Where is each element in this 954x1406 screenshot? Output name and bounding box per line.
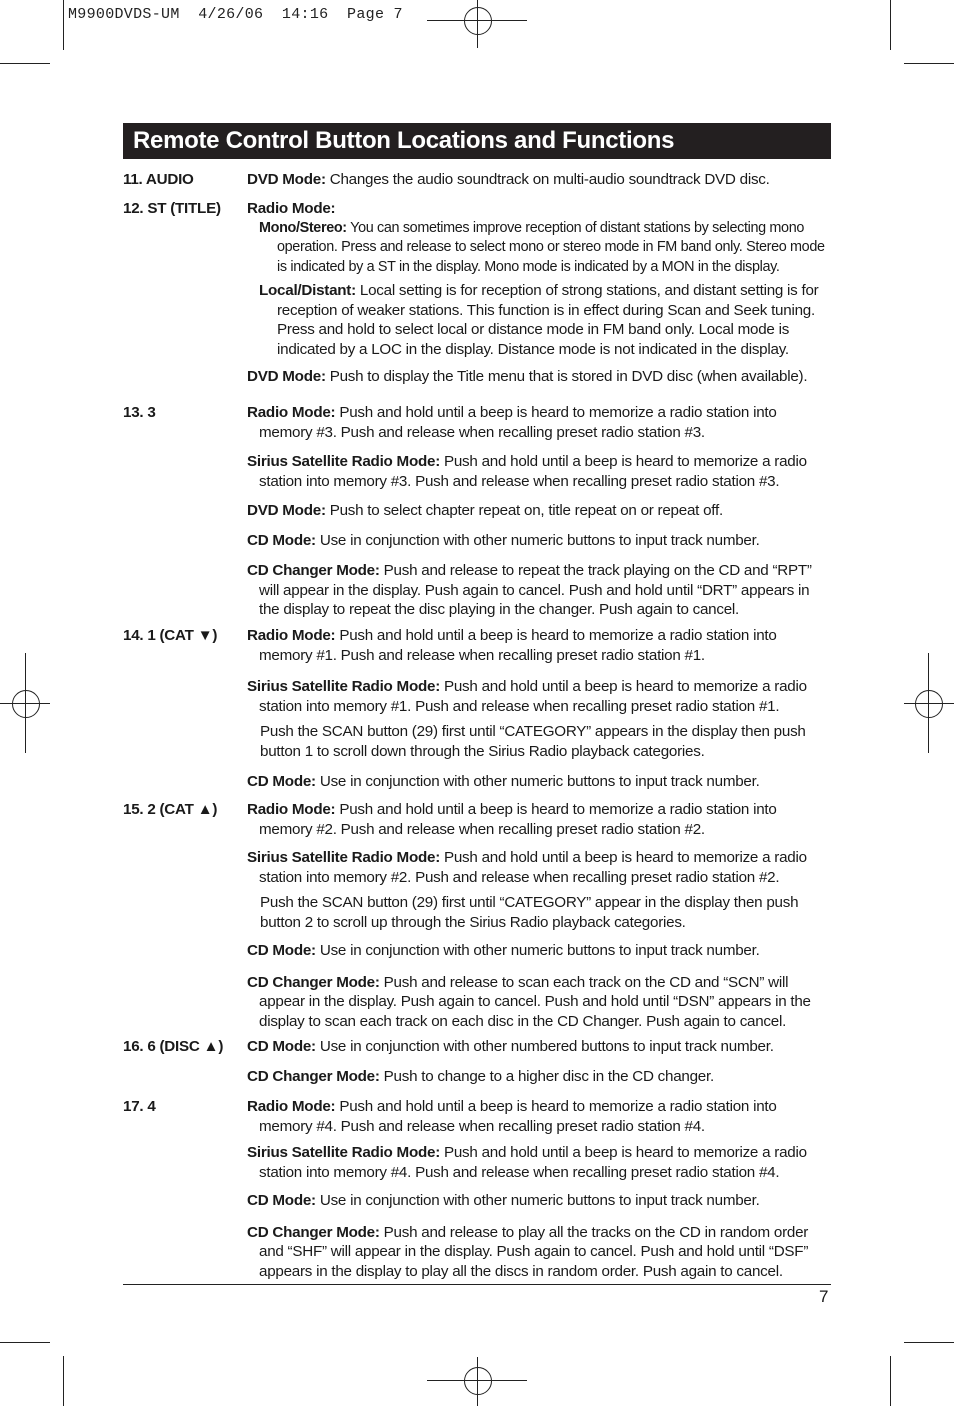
crop-mark [904,1342,954,1343]
item-number: 17. 4 [123,1098,156,1115]
crop-mark [890,1356,891,1406]
item-number: 12. ST (TITLE) [123,200,221,217]
crop-mark [63,1356,64,1406]
footer-rule [123,1284,831,1285]
item-description: Radio Mode: Push and hold until a beep is heard to memorize a radio station into memory #3. Push and release when recalling preset radio station #3. Sirius Satellite Radio Mode: Push and hold until a beep is heard to memorize a radio station into memory #3. Push and release when recalling preset radio station #3. DVD Mode: Push to select chapter repeat on, title repeat on or repeat off. CD Mode: Use in conjunction with other numeric buttons to input track number. CD Changer Mode: Push and release to repeat the track playing on the CD and “RPT” will appear in the display. Push again to cancel. Push and hold until “DRT” appears in the display to repeat the disc playing in the changer. Push again to cancel. [247,404,812,618]
item-number: 16. 6 (DISC ▲) [123,1038,224,1055]
item-description: Radio Mode: Push and hold until a beep is heard to memorize a radio station into memory #2. Push and release when recalling preset radio station #2. Sirius Satellite Radio Mode: Push and hold until a beep is heard to memorize a radio station into memory #2. Push and release when recalling preset radio station #2. Push the SCAN button (29) first until “CATEGORY” appear in the display then push button 2 to scroll up through the Sirius Radio playback categories. CD Mode: Use in conjunction with other numeric buttons to input track number. CD Changer Mode: Push and release to scan each track on the CD and “SCN” will appear in the display. Push again to cancel. Push and hold until “DSN” appears in the display to scan each track on each disc in the CD Changer. Push again to cancel. [247,801,811,1030]
item-description: DVD Mode: Changes the audio soundtrack on multi-audio soundtrack DVD disc. [247,171,770,188]
print-slug: M9900DVDS-UM 4/26/06 14:16 Page 7 [68,6,403,23]
crop-mark [63,0,64,50]
section-title: Remote Control Button Locations and Functions [123,123,831,159]
item-number: 13. 3 [123,404,156,421]
item-number: 15. 2 (CAT ▲) [123,801,218,818]
item-number: 14. 1 (CAT ▼) [123,627,218,644]
crop-mark [890,0,891,50]
page-number: 7 [819,1287,829,1306]
item-description: Radio Mode: Push and hold until a beep is heard to memorize a radio station into memory #1. Push and release when recalling preset radio station #1. Sirius Satellite Radio Mode: Push and hold until a beep is heard to memorize a radio station into memory #1. Push and release when recalling preset radio station #1. Push the SCAN button (29) first until “CATEGORY” appears in the display then push button 1 to scroll down through the Sirius Radio playback categories. CD Mode: Use in conjunction with other numeric buttons to input track number. [247,627,807,790]
item-description: Radio Mode: Push and hold until a beep is heard to memorize a radio station into memory #4. Push and release when recalling preset radio station #4. Sirius Satellite Radio Mode: Push and hold until a beep is heard to memorize a radio station into memory #4. Push and release when recalling preset radio station #4. CD Mode: Use in conjunction with other numeric buttons to input track number. CD Changer Mode: Push and release to play all the tracks on the CD in random order and “SHF” will appear in the display. Push again to cancel. Push and hold until “DSF” appears in the display to play all the discs in random order. Push again to cancel. [247,1098,809,1280]
crop-mark [0,1342,50,1343]
crop-mark [0,63,50,64]
item-description: CD Mode: Use in conjunction with other numbered buttons to input track number. CD Changer Mode: Push to change to a higher disc in the CD changer. [247,1038,774,1085]
item-number: 11. AUDIO [123,171,194,188]
crop-mark [904,63,954,64]
item-description: Radio Mode: Mono/Stereo: You can sometimes improve reception of distant stations by selecting mono operation. Press and release to select mono or stereo mode in FM band only. Stereo mode is indicated by a ST in the display. Mono mode is indicated by a MON in the display. Local/Distant: Local setting is for reception of strong stations, and distant setting is for reception of weaker stations. This function is in effect during Scan and Seek tuning. Press and hold to select local or distance mode in FM band only. Local mode is indicated by a LOC in the display. Distance mode is not indicated in the display. DVD Mode: Push to display the Title menu that is stored in DVD disc (when available). [247,200,825,385]
